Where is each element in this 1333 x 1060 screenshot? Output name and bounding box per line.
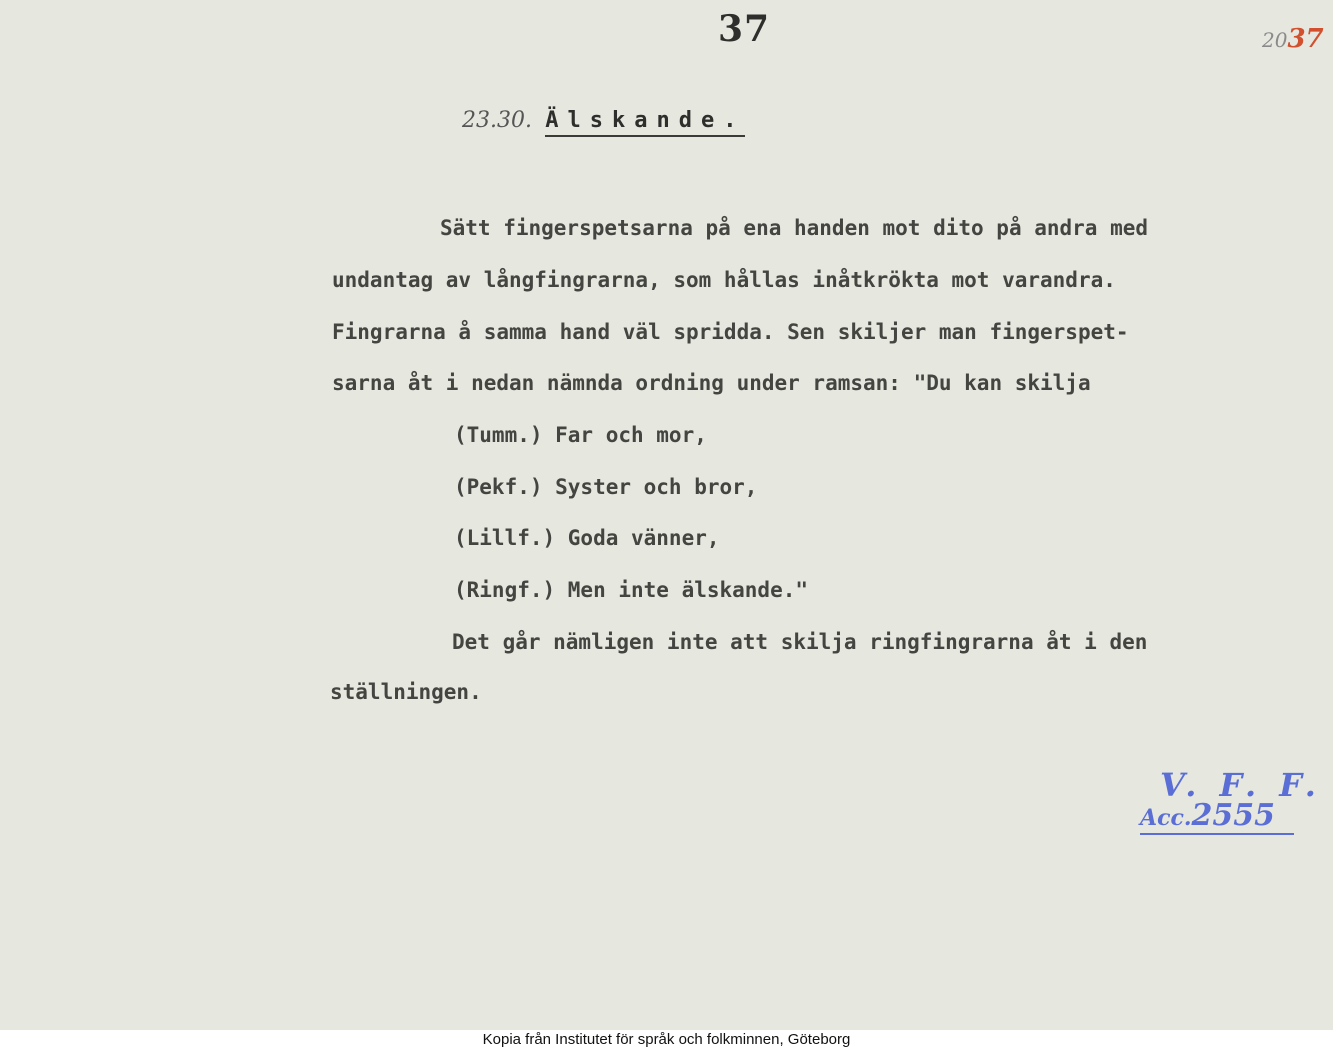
heading-number: 23.30. <box>462 108 532 133</box>
body-line: ställningen. <box>330 680 482 704</box>
stamp-number: 2555 <box>1191 798 1276 833</box>
stamp-line2 <box>1140 798 1294 835</box>
body-line: sarna åt i nedan nämnda ordning under ramsan: "Du kan skilja <box>332 371 1091 395</box>
verse-line: (Tumm.) Far och mor, <box>454 423 707 447</box>
archive-stamp <box>1140 766 1322 835</box>
stamp-prefix: Acc. <box>1140 805 1192 831</box>
body-line: Fingrarna å samma hand väl spridda. Sen skiljer man fingerspet- <box>332 320 1129 344</box>
verse-line: (Ringf.) Men inte älskande." <box>454 578 809 602</box>
body-line: Det går nämligen inte att skilja ringfingrarna åt i den <box>452 630 1148 654</box>
stamp-line1: V. F. F. <box>1160 766 1322 804</box>
corner-page-mark <box>1262 24 1324 54</box>
corner-new-number: 37 <box>1287 24 1324 54</box>
corner-old-number: 20 <box>1262 28 1288 52</box>
page-number: 37 <box>718 8 771 50</box>
body-line: Sätt fingerspetsarna på ena handen mot dito på andra med <box>440 216 1149 240</box>
verse-line: (Pekf.) Syster och bror, <box>454 475 758 499</box>
body-line: undantag av långfingrarna, som hållas inåtkrökta mot varandra. <box>332 268 1116 292</box>
footer-caption: Kopia från Institutet för språk och folkminnen, Göteborg <box>482 1031 851 1048</box>
verse-line: (Lillf.) Goda vänner, <box>454 526 720 550</box>
section-heading <box>462 108 745 133</box>
heading-title: Älskande. <box>545 108 745 137</box>
